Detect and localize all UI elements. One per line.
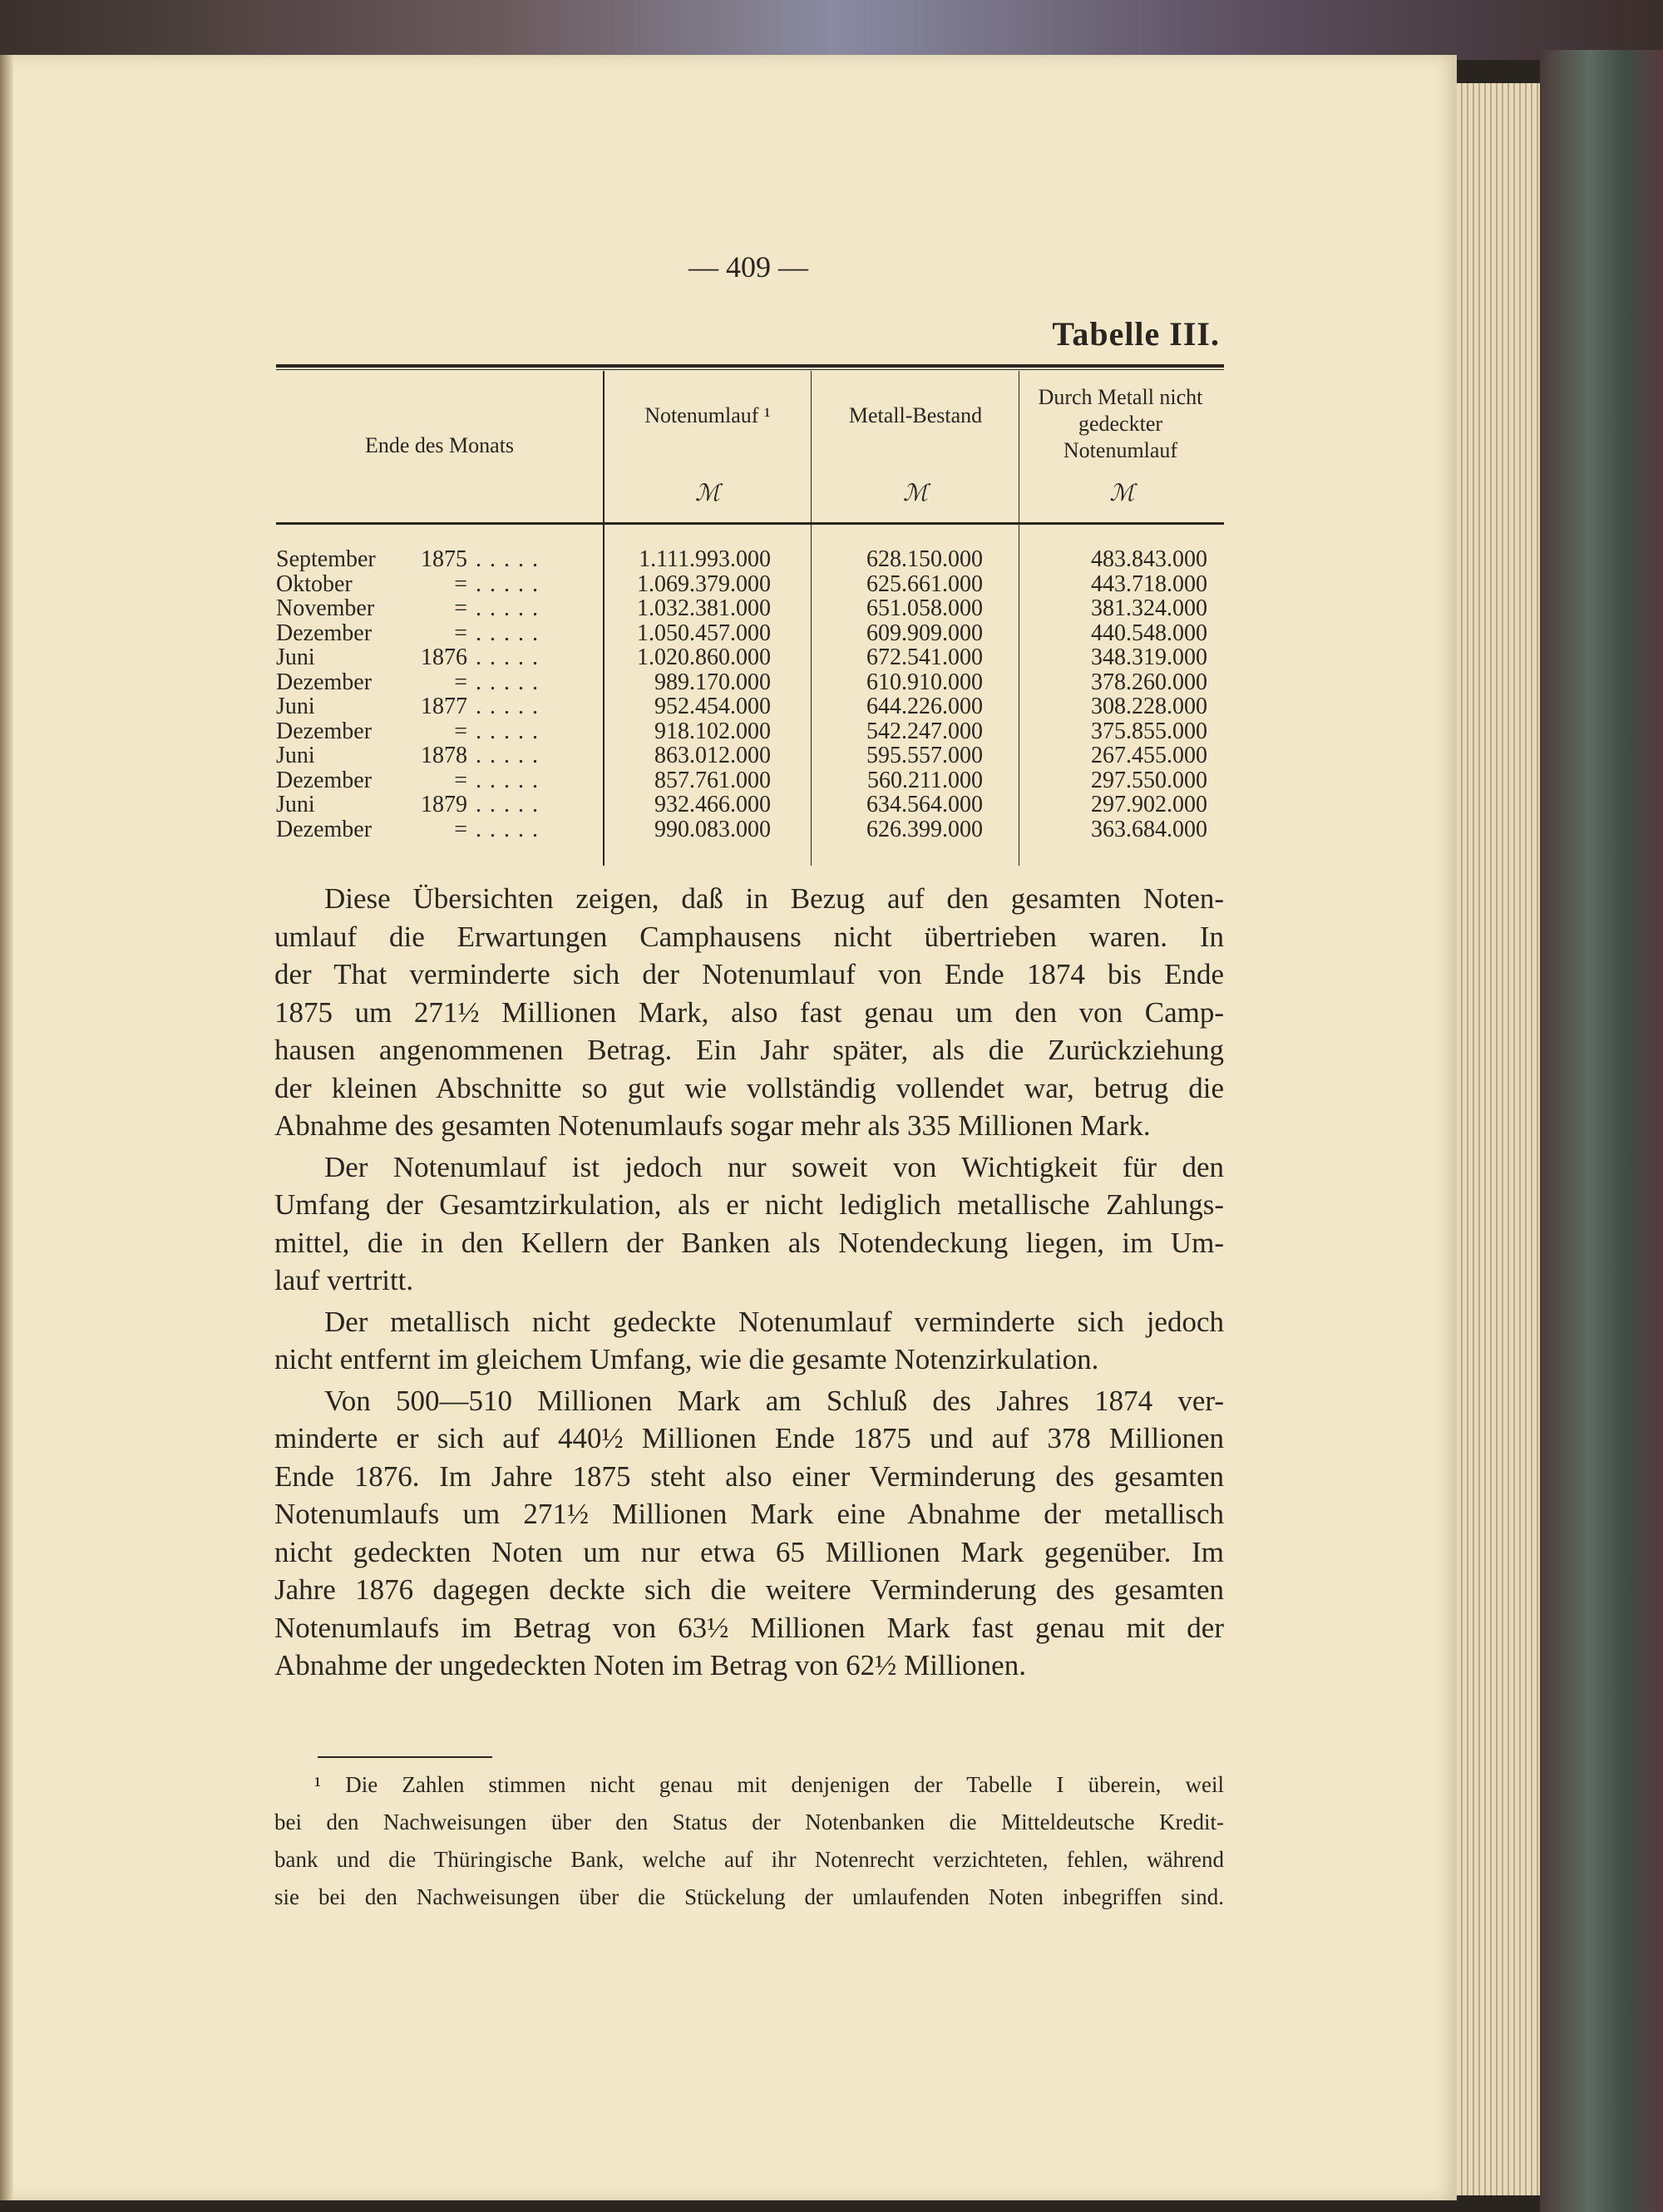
text-line: hausen angenommenen Betrag. Ein Jahr später, als die Zurückziehung [274, 1034, 1224, 1066]
leader-dots: ..... [476, 792, 546, 817]
cell-uncovered: 483.843.000 [1091, 546, 1207, 572]
table-row [276, 670, 1224, 695]
paragraph [274, 1382, 1224, 1685]
footnote-line: bank und die Thüringische Bank, welche auf ihr Notenrecht verzichteten, fehlen, während [274, 1847, 1224, 1872]
cell-notes: 1.032.381.000 [637, 595, 771, 621]
cell-metal: 542.247.000 [866, 718, 983, 744]
cell-month: Dezember [276, 669, 373, 695]
table-row [276, 768, 1224, 793]
text-line: umlauf die Erwartungen Camphausens nicht übertrieben waren. In [274, 920, 1224, 953]
footnote-line: bei den Nachweisungen über den Status der Notenbanken die Mitteldeutsche Kredit- [274, 1810, 1224, 1834]
text-line: Der metallisch nicht gedeckte Notenumlauf verminderte sich jedoch [324, 1305, 1224, 1338]
cell-year: 1879 [421, 792, 467, 817]
leader-dots: ..... [476, 546, 546, 572]
table-row [276, 743, 1224, 768]
cell-month: Oktober [276, 570, 353, 597]
header-notes: Notenumlauf ¹ [644, 403, 771, 427]
text-line: Umfang der Gesamtzirkulation, als er nicht lediglich metallische Zahlungs- [274, 1188, 1224, 1221]
cell-uncovered: 267.455.000 [1091, 743, 1207, 768]
cell-notes: 857.761.000 [654, 767, 771, 793]
cell-year: = [454, 620, 467, 646]
cell-year: = [454, 816, 467, 842]
cell-uncovered: 363.684.000 [1091, 816, 1207, 842]
cell-uncovered: 443.718.000 [1091, 570, 1207, 597]
table-row [276, 645, 1224, 670]
text-line: Notenumlaufs im Betrag von 63½ Millionen Mark fast genau mit der [274, 1611, 1224, 1644]
cell-month: Juni [276, 694, 315, 719]
cell-metal: 560.211.000 [867, 767, 983, 793]
cell-month: Juni [276, 644, 315, 670]
footnote-line: ¹ Die Zahlen stimmen nicht genau mit denjenigen der Tabelle I überein, weil [314, 1772, 1224, 1797]
cell-notes: 918.102.000 [654, 718, 771, 744]
text-line: Von 500—510 Millionen Mark am Schluß des Jahres 1874 ver- [324, 1384, 1224, 1417]
leader-dots: ..... [476, 595, 546, 621]
cell-year: = [454, 767, 467, 793]
cell-notes: 1.020.860.000 [637, 644, 771, 670]
paragraph [274, 1303, 1224, 1379]
table-row [276, 817, 1224, 842]
leader-dots: ..... [476, 694, 546, 719]
text-line: Abnahme der ungedeckten Noten im Betrag von 62½ Millionen. [274, 1649, 1026, 1681]
cell-month: September [276, 546, 376, 572]
cell-notes: 990.083.000 [654, 816, 771, 842]
cell-notes: 952.454.000 [654, 694, 771, 719]
cell-metal: 672.541.000 [866, 644, 983, 670]
body-text [274, 880, 1224, 1688]
unit-uncovered: ℳ [1109, 481, 1135, 506]
cell-month: November [276, 595, 375, 621]
text-line: Jahre 1876 dagegen deckte sich die weitere Verminderung des gesamten [274, 1573, 1224, 1606]
text-line: mittel, die in den Kellern der Banken als Notendeckung liegen, im Um- [274, 1226, 1224, 1259]
text-line: Der Notenumlauf ist jedoch nur soweit von Wichtigkeit für den [324, 1150, 1224, 1183]
text-line: nicht entfernt im gleichem Umfang, wie die gesamte Notenzirkulation. [274, 1343, 1099, 1375]
text-line: der kleinen Abschnitte so gut wie vollständig vollendet war, betrug die [274, 1071, 1224, 1104]
cell-metal: 610.910.000 [866, 669, 983, 695]
text-line: Abnahme des gesamten Notenumlaufs sogar mehr als 335 Millionen Mark. [274, 1109, 1151, 1142]
cell-notes: 1.069.379.000 [637, 570, 771, 597]
footnote-line: sie bei den Nachweisungen über die Stückelung der umlaufenden Noten inbegriffen sind. [274, 1884, 1224, 1909]
table-row [276, 547, 1224, 572]
cell-uncovered: 440.548.000 [1091, 620, 1207, 646]
cell-year: = [454, 718, 467, 744]
header-rule [276, 522, 1224, 525]
cell-notes: 1.111.993.000 [639, 546, 771, 572]
cell-uncovered: 297.550.000 [1091, 767, 1207, 793]
text-line: Diese Übersichten zeigen, daß in Bezug auf den gesamten Noten- [324, 882, 1224, 915]
leader-dots: ..... [476, 570, 546, 597]
cell-metal: 651.058.000 [866, 595, 983, 621]
cell-notes: 1.050.457.000 [637, 620, 771, 646]
text-line: 1875 um 271½ Millionen Mark, also fast genau um den von Camp- [274, 995, 1224, 1029]
cell-notes: 863.012.000 [654, 743, 771, 768]
paragraph [274, 1148, 1224, 1300]
table-row [276, 719, 1224, 744]
table-row [276, 596, 1224, 621]
text-line: Notenumlaufs um 271½ Millionen Mark eine Abnahme der metallisch [274, 1498, 1224, 1530]
book-cover [1540, 50, 1663, 2212]
cell-month: Juni [276, 792, 315, 817]
leader-dots: ..... [476, 743, 546, 768]
cell-month: Dezember [276, 620, 373, 646]
page-number: — 409 — [688, 250, 808, 284]
cell-metal: 628.150.000 [866, 546, 983, 572]
cell-year: 1876 [421, 644, 467, 670]
cell-metal: 644.226.000 [866, 694, 983, 719]
cell-metal: 595.557.000 [866, 743, 983, 768]
leader-dots: ..... [476, 767, 546, 793]
cell-year: = [454, 595, 467, 621]
cell-uncovered: 297.902.000 [1091, 792, 1207, 817]
header-uncovered: Durch Metall nicht gedeckter Notenumlauf [1038, 385, 1203, 462]
header-metal: Metall-Bestand [848, 403, 983, 427]
cell-year: = [454, 570, 467, 597]
cell-year: 1875 [421, 546, 467, 572]
cell-uncovered: 308.228.000 [1091, 694, 1207, 719]
table-row [276, 792, 1224, 817]
cell-uncovered: 378.260.000 [1091, 669, 1207, 695]
page-edges [1457, 83, 1540, 2195]
cell-year: 1877 [421, 694, 467, 719]
leader-dots: ..... [476, 816, 546, 842]
cell-uncovered: 381.324.000 [1091, 595, 1207, 621]
text-line: der That verminderte sich der Notenumlauf von Ende 1874 bis Ende [274, 958, 1224, 990]
text-line: Ende 1876. Im Jahre 1875 steht also einer Verminderung des gesamten [274, 1459, 1224, 1493]
text-line: lauf vertritt. [274, 1264, 414, 1296]
cell-month: Dezember [276, 816, 373, 842]
cell-notes: 989.170.000 [654, 669, 771, 695]
cell-month: Juni [276, 743, 315, 768]
paragraph [274, 880, 1224, 1145]
cell-metal: 625.661.000 [866, 570, 983, 597]
leader-dots: ..... [476, 644, 546, 670]
text-line: nicht gedeckten Noten um nur etwa 65 Millionen Mark gegenüber. Im [274, 1535, 1224, 1568]
cell-year: = [454, 669, 467, 695]
cell-uncovered: 348.319.000 [1091, 644, 1207, 670]
cell-uncovered: 375.855.000 [1091, 718, 1207, 744]
book-top-edge [0, 0, 1663, 60]
unit-metal: ℳ [903, 481, 928, 506]
leader-dots: ..... [476, 718, 546, 744]
table-row [276, 621, 1224, 646]
table-row [276, 572, 1224, 597]
leader-dots: ..... [476, 620, 546, 646]
cell-month: Dezember [276, 718, 373, 744]
cell-year: 1878 [421, 743, 467, 768]
table-row [276, 694, 1224, 719]
cell-metal: 609.909.000 [866, 620, 983, 646]
footnote [274, 1766, 1224, 1916]
leader-dots: ..... [476, 669, 546, 695]
cell-metal: 634.564.000 [866, 792, 983, 817]
header-month: Ende des Monats [364, 433, 515, 457]
cell-notes: 932.466.000 [654, 792, 771, 817]
table-title: Tabelle III. [1052, 315, 1220, 353]
unit-notes: ℳ [695, 481, 720, 506]
page-gutter [0, 55, 13, 2200]
footnote-rule [318, 1756, 492, 1758]
text-line: minderte er sich auf 440½ Millionen Ende 1875 und auf 378 Millionen [274, 1422, 1224, 1454]
cell-month: Dezember [276, 767, 373, 793]
cell-metal: 626.399.000 [866, 816, 983, 842]
